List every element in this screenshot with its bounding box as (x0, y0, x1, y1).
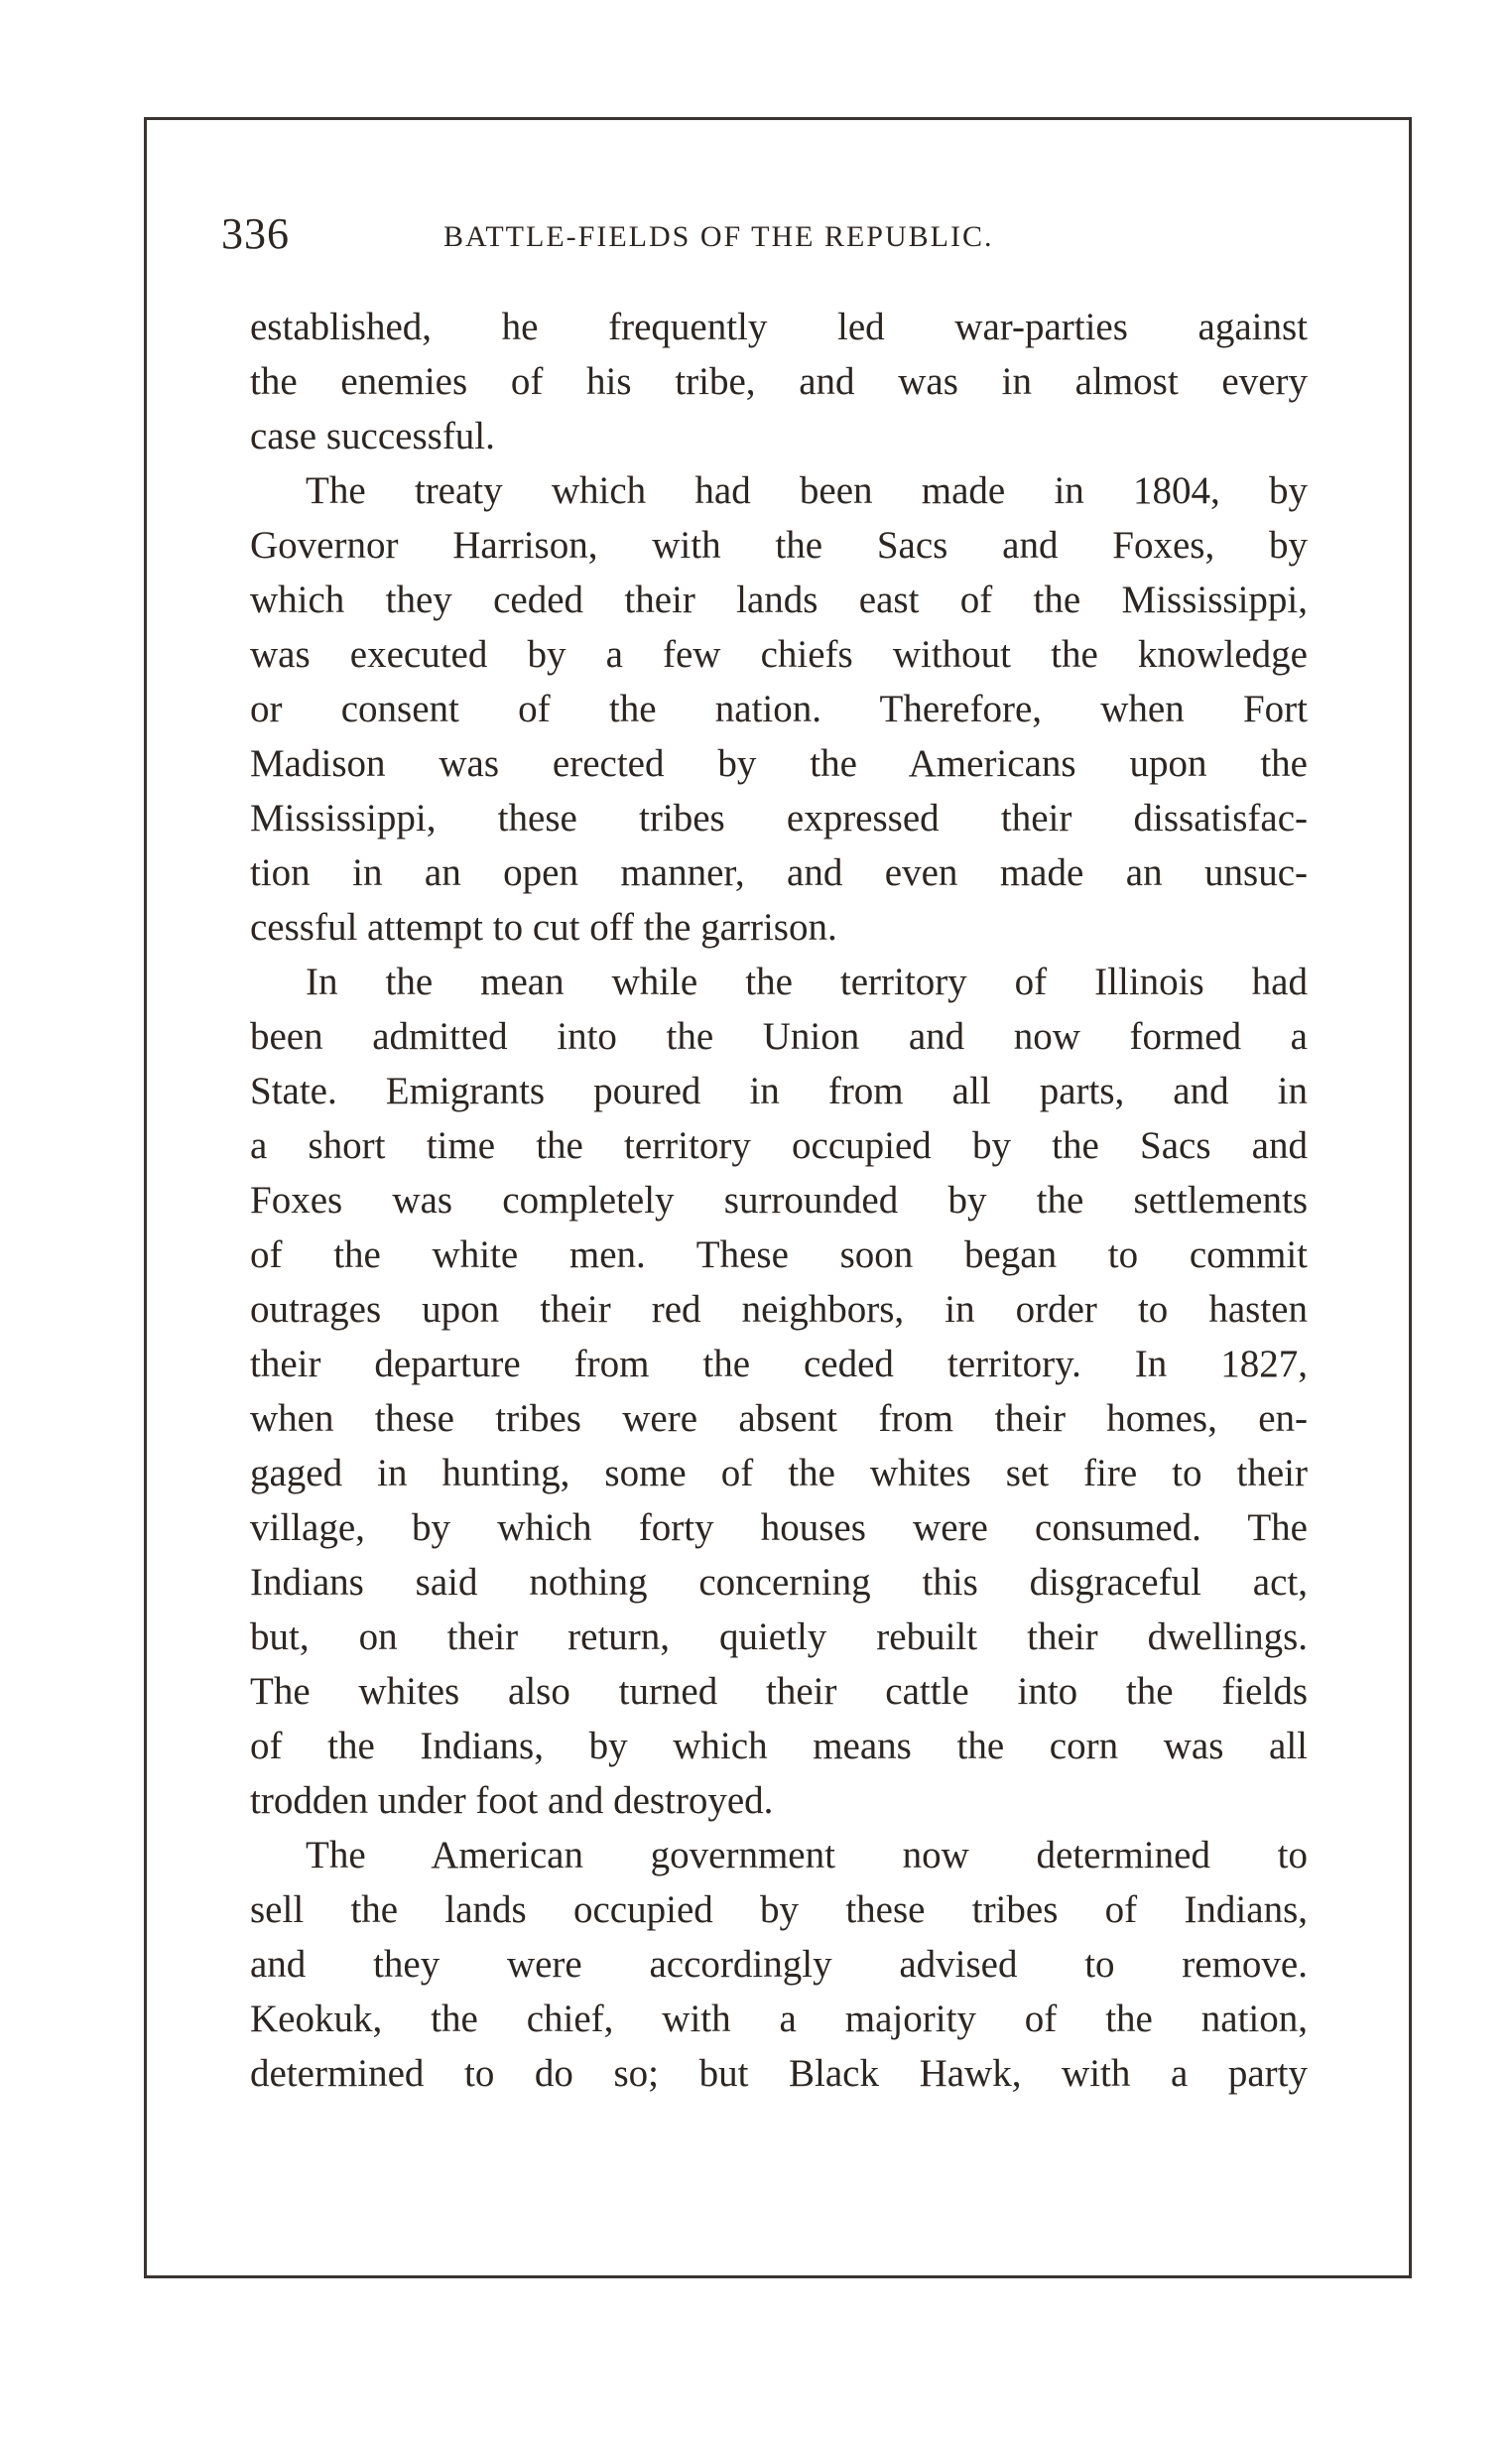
text-line: Mississippi, these tribes expressed their dissatisfac- (250, 797, 1308, 839)
text-line: In the mean while the territory of Illinois had (306, 961, 1308, 1003)
text-line: State. Emigrants poured in from all parts, and in (250, 1070, 1308, 1112)
text-line: case successful. (250, 415, 495, 457)
text-line: tion in an open manner, and even made an unsuc- (250, 851, 1308, 894)
page-number: 336 (221, 209, 290, 258)
text-line: but, on their return, quietly rebuilt their dwellings. (250, 1615, 1308, 1658)
text-line: of the Indians, by which means the corn was all (250, 1725, 1308, 1767)
text-line: and they were accordingly advised to remove. (250, 1943, 1308, 1986)
text-line: The whites also turned their cattle into the fields (250, 1670, 1308, 1713)
text-line: The American government now determined to (306, 1834, 1308, 1876)
text-line: village, by which forty houses were consumed. The (250, 1506, 1308, 1549)
text-line: The treaty which had been made in 1804, by (306, 469, 1308, 512)
text-line: Governor Harrison, with the Sacs and Foxes, by (250, 524, 1308, 567)
text-line: Foxes was completely surrounded by the settlements (250, 1179, 1308, 1222)
text-line: which they ceded their lands east of the Mississippi, (250, 579, 1308, 621)
text-line: outrages upon their red neighbors, in order to hasten (250, 1288, 1308, 1331)
running-head: BATTLE-FIELDS OF THE REPUBLIC. (443, 220, 994, 253)
text-line: Keokuk, the chief, with a majority of the nation, (250, 1998, 1308, 2040)
text-line: was executed by a few chiefs without the knowledge (250, 633, 1308, 676)
text-line: when these tribes were absent from their homes, en- (250, 1397, 1308, 1440)
text-line: a short time the territory occupied by the Sacs and (250, 1124, 1308, 1167)
text-line: Madison was erected by the Americans upon the (250, 742, 1308, 785)
body-text (250, 300, 1308, 2101)
text-line: been admitted into the Union and now formed a (250, 1015, 1308, 1058)
text-line: sell the lands occupied by these tribes of Indians, (250, 1888, 1308, 1931)
text-line: their departure from the ceded territory. In 1827, (250, 1343, 1308, 1385)
page-header (221, 208, 1293, 268)
text-line: cessful attempt to cut off the garrison. (250, 906, 837, 949)
text-line: determined to do so; but Black Hawk, with a party (250, 2052, 1308, 2095)
text-line: of the white men. These soon began to commit (250, 1233, 1308, 1276)
text-line: the enemies of his tribe, and was in almost every (250, 360, 1308, 403)
text-line: Indians said nothing concerning this disgraceful act, (250, 1561, 1308, 1604)
text-line: trodden under foot and destroyed. (250, 1779, 774, 1822)
text-line: or consent of the nation. Therefore, when Fort (250, 688, 1308, 730)
text-line: gaged in hunting, some of the whites set fire to their (250, 1452, 1308, 1494)
text-line: established, he frequently led war-parties against (250, 306, 1308, 348)
